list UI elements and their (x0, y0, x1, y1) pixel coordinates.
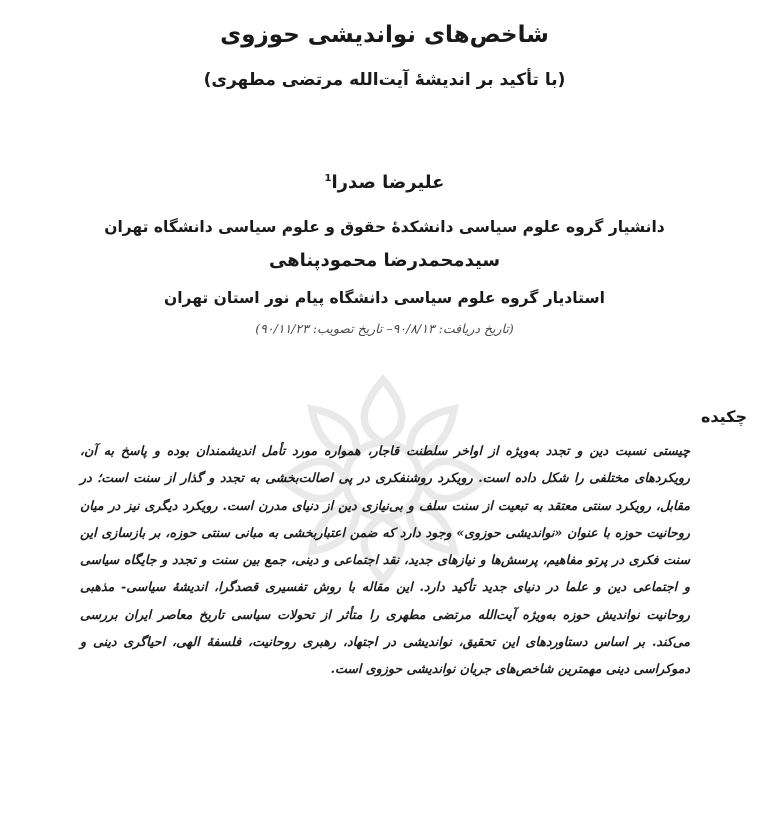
author-affiliation-primary: دانشیار گروه علوم سیاسی دانشکدۀ حقوق و علوم سیاسی دانشگاه تهران (104, 218, 665, 236)
author-affiliation-secondary: استادیار گروه علوم سیاسی دانشگاه پیام نور استان تهران (164, 289, 605, 307)
author-name-text: علیرضا صدرا (331, 172, 445, 193)
footnote-marker: 1 (324, 173, 332, 184)
author-name-secondary: سیدمحمدرضا محمودپناهی (268, 250, 501, 271)
abstract-body: چیستی نسبت دین و تجدد به‌ویژه از اواخر سلطنت قاجار، همواره مورد تأمل اندیشمندان بوده و پاسخ به آن، رویکردهای مختلفی را شکل داده است. رویکرد روشنفکری در پی اصالت‌بخشی به تجدد و گذار از سنت است؛ در مقابل، رویکرد سنتی معتقد به تبعیت از سنت سلف و بی‌نیازی دین از دنیای مدرن است. رویکرد دیگری نیز در میان روحانیت حوزه با عنوان «نواندیشی حوزوی» وجود دارد که ضمن اعتباربخشی به مبانی سنتی حوزه، بر بازسازی این سنت فکری در پرتو مفاهیم، پرسش‌ها و نیازهای جدید، نقد اجتماعی و دینی، جمع بین سنت و تجدد و جایگاه سیاسی و اجتماعی دین و علما در دنیای جدید تأکید دارد. این مقاله با روش تفسیری قصدگرا، اندیشۀ سیاسی- مذهبی روحانیت نواندیش حوزه به‌ویژه آیت‌الله مرتضی مطهری را متأثر از تحولات سیاسی تاریخ معاصر ایران بررسی می‌کند. بر اساس دستاوردهای این تحقیق، نواندیشی در اجتهاد، رهبری روحانیت، فلسفۀ الهی، احیاگری دینی و دموکراسی دینی مهمترین شاخص‌های جریان نواندیشی حوزوی است. (80, 443, 690, 677)
submission-dates: (تاریخ دریافت: ۹۰/۸/۱۳– تاریخ تصویب: ۹۰/۱۱/۲۳) (255, 321, 514, 336)
author-name-primary (0, 172, 769, 193)
article-subtitle: (با تأکید بر اندیشۀ آیت‌الله مرتضی مطهری) (203, 70, 566, 90)
article-title: شاخص‌های نواندیشی حوزوی (220, 22, 549, 48)
abstract-heading: چکیده (700, 407, 747, 426)
